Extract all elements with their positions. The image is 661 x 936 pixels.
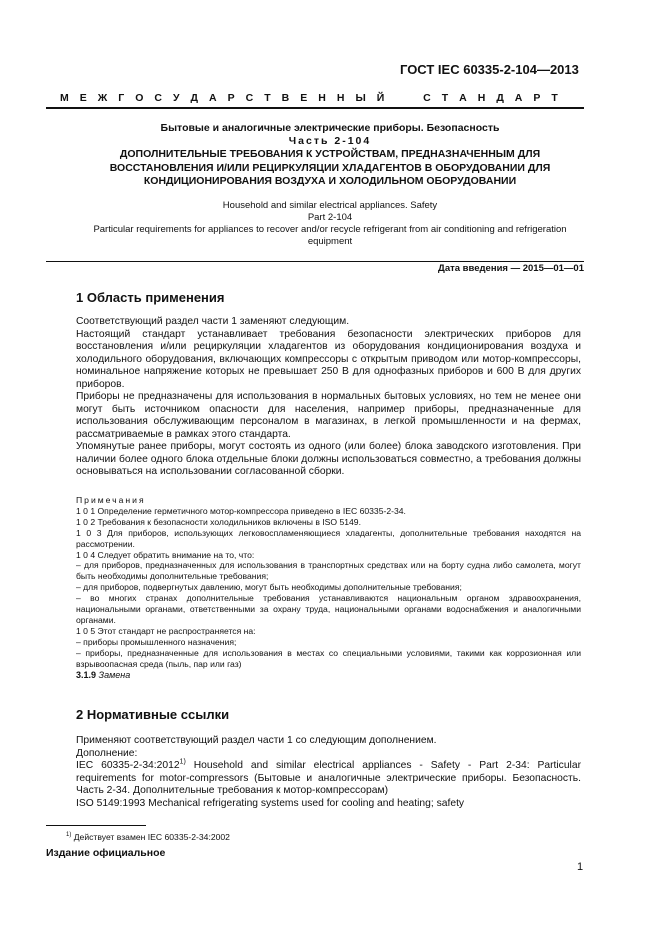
note-item: – приборы промышленного назначения; bbox=[76, 636, 237, 647]
note-item: 1 0 5 Этот стандарт не распространяется на: bbox=[76, 625, 256, 636]
paragraph: ISO 5149:1993 Mechanical refrigerating systems used for cooling and heating; safety bbox=[76, 797, 465, 809]
footnote bbox=[66, 832, 230, 842]
note-item: – для приборов, подвергнутых давлению, могут быть необходимы дополнительные требования; bbox=[76, 582, 462, 593]
banner-letter: В bbox=[281, 92, 290, 104]
banner-letter: Н bbox=[477, 92, 486, 104]
note-item: 1 0 1 Определение герметичного мотор-компрессора приведено в IEC 60335-2-34. bbox=[76, 505, 406, 516]
banner-letter: Ж bbox=[97, 92, 108, 104]
paragraph: Настоящий стандарт устанавливает требования безопасности электрических приборов для восстановления и/или рециркуляции хладагентов из оборудования кондиционирования воздуха и холодильного оборудования, включающих компрессоры с открытым приводом или мотор-компрессоры, номинальное напряжение которых не превышает 250 В для однофазных приборов и 600 В для других приборов. bbox=[76, 328, 581, 390]
footnote-mark: 1) bbox=[66, 832, 72, 839]
title-ru-line3: ДОПОЛНИТЕЛЬНЫЕ ТРЕБОВАНИЯ К УСТРОЙСТВАМ, ПРЕДНАЗНАЧЕННЫМ ДЛЯ bbox=[119, 148, 541, 161]
banner-letter: Е bbox=[79, 92, 87, 104]
banner-letter bbox=[409, 92, 412, 104]
section-1-heading: 1 Область применения bbox=[76, 290, 225, 305]
note-item: – во многих странах дополнительные требования устанавливаются национальным органом здравоохранения, национальными органами, ответственными за охрану труда, национальными органами водоснабжения и аналогичными органами. bbox=[76, 593, 581, 625]
intro-date: Дата введения — 2015—01—01 bbox=[438, 263, 584, 274]
paragraph: Соответствующий раздел части 1 заменяют следующим. bbox=[76, 316, 350, 327]
banner-letter: С bbox=[423, 92, 431, 104]
banner-letter: У bbox=[172, 92, 180, 104]
section-2-body bbox=[76, 735, 581, 810]
title-en-line3: Particular requirements for appliances to recover and/or recycle refrigerant from air conditioning and refrigeration bbox=[93, 224, 567, 235]
footnote-rule bbox=[46, 825, 146, 826]
note-item: – приборы, предназначенные для использования в местах со специальными условиями, такими как коррозионная или взрывоопасная среда (пыль, пар или газ) bbox=[76, 647, 581, 669]
page-number: 1 bbox=[577, 861, 584, 873]
banner-letter: С bbox=[154, 92, 162, 104]
top-rule bbox=[46, 107, 584, 109]
paragraph: Дополнение: bbox=[76, 747, 138, 759]
standard-id: ГОСТ IEC 60335-2-104—2013 bbox=[400, 62, 579, 77]
title-en bbox=[60, 200, 600, 248]
paragraph bbox=[76, 760, 581, 798]
banner-letter: Р bbox=[533, 92, 541, 104]
banner-letter: О bbox=[135, 92, 144, 104]
notes-label: Примечания bbox=[76, 495, 146, 505]
banner-letter: Т bbox=[551, 92, 558, 104]
title-ru-line4: ВОССТАНОВЛЕНИЯ И/ИЛИ РЕЦИРКУЛЯЦИИ ХЛАДАГЕНТОВ В ОБОРУДОВАНИИ ДЛЯ bbox=[109, 161, 551, 174]
banner-letter: Р bbox=[227, 92, 235, 104]
footnote-text: Действует взамен IEC 60335-2-34:2002 bbox=[71, 832, 230, 842]
banner-letter: А bbox=[514, 92, 523, 104]
banner-letter: Н bbox=[336, 92, 345, 104]
title-ru-line5: КОНДИЦИОНИРОВАНИЯ ВОЗДУХА И ХОЛОДИЛЬНОМ ОБОРУДОВАНИИ bbox=[143, 174, 517, 187]
note-item: 1 0 2 Требования к безопасности холодильников включены в ISO 5149. bbox=[76, 516, 361, 527]
note-item: 1 0 3 Для приборов, использующих легковоспламеняющиеся хладагенты, дополнительные требования находятся на рассмотрении. bbox=[76, 527, 581, 549]
subclause-text: Замена bbox=[98, 669, 131, 680]
banner-letter: Д bbox=[190, 92, 199, 104]
banner-letter: Й bbox=[376, 92, 385, 104]
title-en-line2: Part 2-104 bbox=[307, 212, 353, 223]
banner-letter: М bbox=[60, 92, 69, 104]
banner-letter: Г bbox=[118, 92, 125, 104]
ref-id: IEC 60335-2-34:2012 bbox=[76, 760, 180, 771]
paragraph: Упомянутые ранее приборы, могут состоять из одного (или более) блока заводского изготовления. При наличии более одного блока отдельные блоки должны использоваться совместно, а требования должны основываться на использовании согласованной сборки. bbox=[76, 441, 581, 477]
banner-letter: Д bbox=[496, 92, 504, 104]
section-1-body bbox=[76, 316, 581, 479]
title-ru bbox=[60, 122, 600, 188]
section-2-heading: 2 Нормативные ссылки bbox=[76, 707, 230, 722]
banner-letter: Ы bbox=[355, 92, 366, 104]
official-edition: Издание официальное bbox=[46, 847, 166, 859]
banner-letter: Н bbox=[318, 92, 326, 104]
mid-rule bbox=[46, 261, 584, 262]
title-ru-line1: Бытовые и аналогичные электрические приборы. Безопасность bbox=[160, 122, 500, 134]
banner-letter: С bbox=[245, 92, 254, 104]
title-en-line1: Household and similar electrical appliances. Safety bbox=[222, 200, 438, 211]
paragraph: Приборы не предназначены для использования в нормальных бытовых условиях, но тем не менее они могут быть источником опасности для населения, например приборы, предназначенные для использования обслуживающим персоналом в магазинах, в легкой промышленности и на фермах, рассматриваемые в рамках этого стандарта. bbox=[76, 391, 581, 440]
ref-text: Household and similar electrical appliances - Safety - Part 2-34: Particular requirements for motor-compressors (Бытовые и аналогичные электрические приборы. Безопасность. Часть 2-34. Дополнительные требования к мотор-компрессорам) bbox=[76, 760, 581, 796]
banner-letter: Е bbox=[300, 92, 308, 104]
title-en-line4: equipment bbox=[307, 236, 353, 247]
banner-letter: Т bbox=[264, 92, 271, 104]
note-item: – для приборов, предназначенных для использования в транспортных средствах или на борту судна либо самолета, могут быть необходимы дополнительные требования; bbox=[76, 560, 581, 582]
banner-letter bbox=[395, 92, 398, 104]
banner-letter: Т bbox=[441, 92, 449, 104]
note-item: 1 0 4 Следует обратить внимание на то, что: bbox=[76, 549, 255, 560]
banner-letter: А bbox=[459, 92, 467, 104]
subclause-ref bbox=[76, 670, 581, 681]
interstate-standard-banner bbox=[60, 92, 558, 104]
notes-block bbox=[76, 495, 581, 680]
subclause-number: 3.1.9 bbox=[76, 669, 97, 680]
banner-letter: А bbox=[209, 92, 217, 104]
footnote-mark: 1) bbox=[179, 758, 186, 766]
title-ru-part: Часть 2-104 bbox=[288, 135, 372, 148]
paragraph: Применяют соответствующий раздел части 1 со следующим дополнением. bbox=[76, 735, 437, 746]
